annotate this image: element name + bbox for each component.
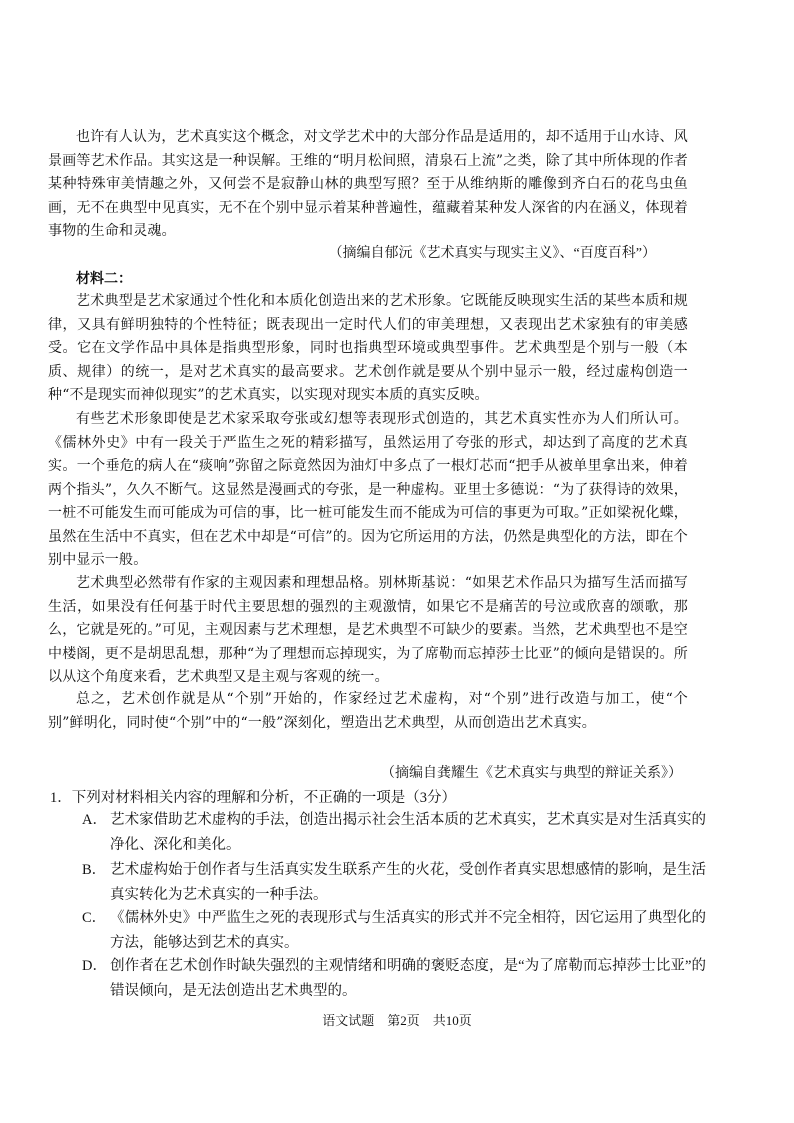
option-text: 艺术虚构始于创作者与生活真实发生联系产生的火花，受创作者真实思想感情的影响，是生活真实转化为艺术真实的一种手法。 bbox=[110, 862, 706, 903]
question-1-option-c bbox=[82, 906, 706, 955]
option-text: 艺术家借助艺术虚构的手法，创造出揭示社会生活本质的艺术真实，艺术真实是对生活真实的净化、深化和美化。 bbox=[110, 812, 706, 853]
page-footer: 语文试题 第2页 共10页 bbox=[322, 1013, 472, 1028]
material-2-paragraph-4: 总之，艺术创作就是从“个别”开始的，作家经过艺术虚构，对“个别”进行改造与加工，使“个别”鲜明化，同时使“个别”中的“一般”深刻化，塑造出艺术典型，从而创造出艺术真实。 bbox=[48, 691, 688, 731]
option-letter: D． bbox=[82, 958, 107, 974]
source-citation-1: （摘编自郁沅《艺术真实与现实主义》、“百度百科”） bbox=[328, 246, 656, 261]
question-1-option-b bbox=[82, 858, 706, 907]
option-text: 创作者在艺术创作时缺失强烈的主观情绪和明确的褒贬态度，是“为了席勒而忘掉莎士比亚”的错误倾向，是无法创造出艺术典型的。 bbox=[110, 958, 706, 999]
material-2-paragraph-2: 有些艺术形象即使是艺术家采取夸张或幻想等表现形式创造的，其艺术真实性亦为人们所认可。《儒林外史》中有一段关于严监生之死的精彩描写，虽然运用了夸张的形式，却达到了高度的艺术真实。一个垂危的病人在“痰响”弥留之际竟然因为油灯中多点了一根灯芯而“把手从被单里拿出来，伸着两个指头”，久久不断气。这显然是漫画式的夸张，是一种虚构。亚里士多德说：“为了获得诗的效果，一桩不可能发生而可能成为可信的事，比一桩可能发生而不能成为可信的事更为可取。”正如梁祝化蝶，虽然在生活中不真实，但在艺术中却是“可信”的。因为它所运用的方法，仍然是典型化的方法，即在个别中显示一般。 bbox=[48, 411, 688, 568]
question-1-option-d bbox=[82, 954, 706, 1003]
source-citation-2: （摘编自龚耀生《艺术真实与典型的辩证关系》） bbox=[381, 766, 682, 781]
option-letter: A． bbox=[82, 812, 107, 828]
question-1-option-a bbox=[82, 808, 706, 857]
material-2-paragraph-3: 艺术典型必然带有作家的主观因素和理想品格。别林斯基说：“如果艺术作品只为描写生活而描写生活，如果没有任何基于时代主要思想的强烈的主观激情，如果它不是痛苦的号泣或欣喜的颂歌，那么，它就是死的。”可见，主观因素与艺术理想，是艺术典型不可缺少的要素。当然，艺术典型也不是空中楼阁，更不是胡思乱想，那种“为了理想而忘掉现实，为了席勒而忘掉莎士比亚”的倾向是错误的。所以从这个角度来看，艺术典型又是主观与客观的统一。 bbox=[48, 575, 688, 685]
option-letter: C． bbox=[82, 910, 107, 926]
material-2-heading: 材料二： bbox=[76, 271, 132, 287]
question-1-stem: 1．下列对材料相关内容的理解和分析，不正确的一项是（3分） bbox=[50, 790, 456, 806]
option-letter: B． bbox=[82, 862, 107, 878]
material-2-paragraph-1: 艺术典型是艺术家通过个性化和本质化创造出来的艺术形象。它既能反映现实生活的某些本质和规律，又具有鲜明独特的个性特征；既表现出一定时代人们的审美理想，又表现出艺术家独有的审美感受。它在文学作品中具体是指典型形象，同时也指典型环境或典型事件。艺术典型是个别与一般（本质、规律）的统一，是对艺术真实的最高要求。艺术创作就是要从个别中显示一般，经过虚构创造一种“不是现实而神似现实”的艺术真实，以实现对现实本质的真实反映。 bbox=[48, 293, 688, 403]
intro-paragraph: 也许有人认为，艺术真实这个概念，对文学艺术中的大部分作品是适用的，却不适用于山水诗、风景画等艺术作品。其实这是一种误解。王维的“明月松间照，清泉石上流”之类，除了其中所体现的作者某种特殊审美情趣之外，又何尝不是寂静山林的典型写照？至于从维纳斯的雕像到齐白石的花鸟虫鱼画，无不在典型中见真实，无不在个别中显示着某种普遍性，蕴藏着某种发人深省的内在涵义，体现着事物的生命和灵魂。 bbox=[48, 129, 688, 239]
option-text: 《儒林外史》中严监生之死的表现形式与生活真实的形式并不完全相符，因它运用了典型化的方法，能够达到艺术的真实。 bbox=[110, 910, 706, 951]
